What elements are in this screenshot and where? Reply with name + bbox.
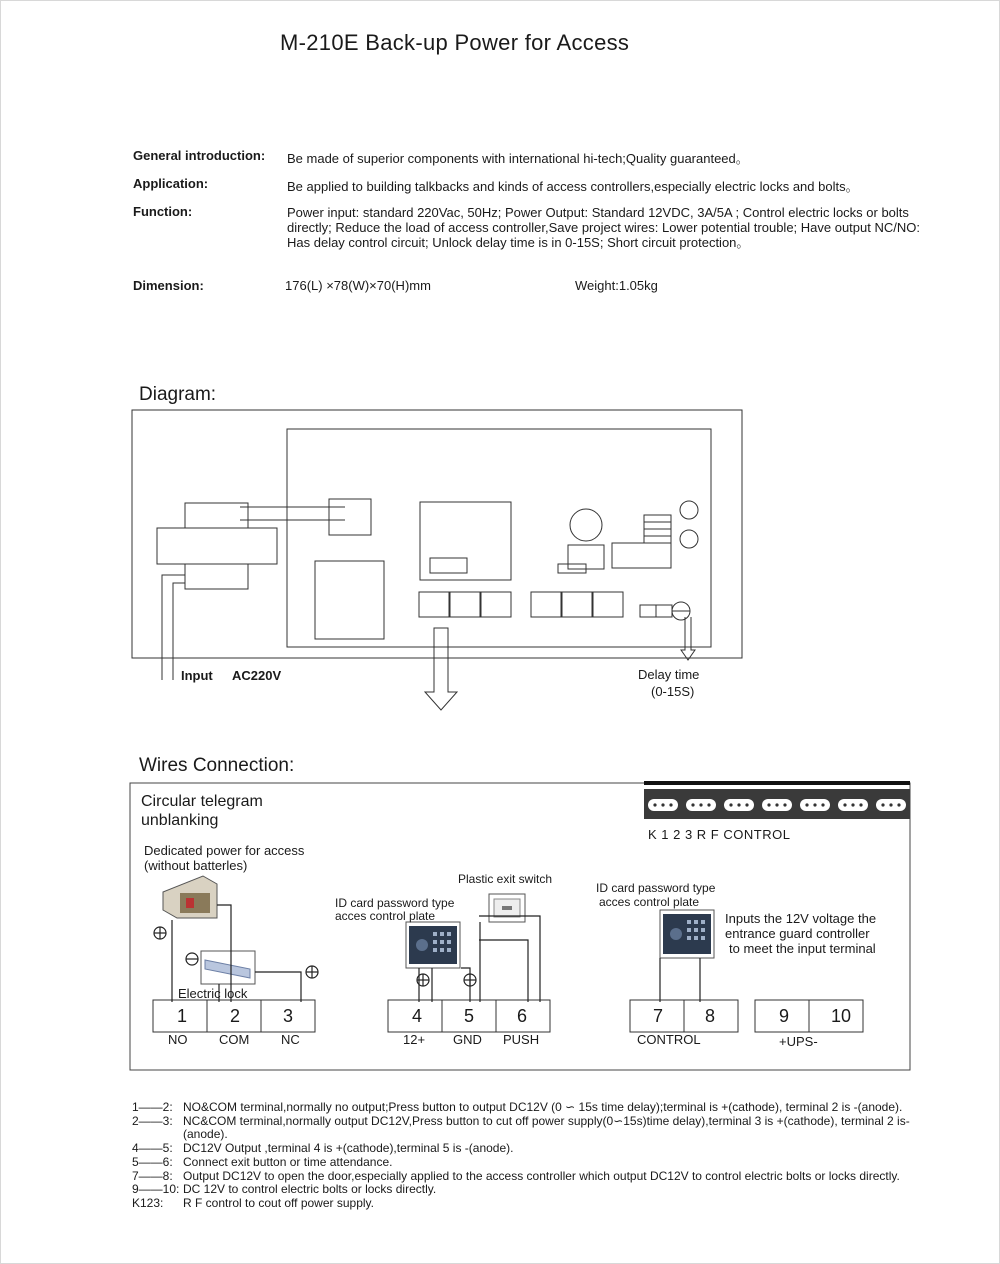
electric-lock-icon [201, 951, 255, 984]
transformer-bottom [185, 564, 248, 589]
id-card-1a: ID card password type [335, 896, 455, 910]
note-key: 4——5: [132, 1141, 173, 1156]
input-value: AC220V [232, 668, 282, 683]
power-supply-icon [163, 876, 217, 918]
circular-line1: Circular telegram [141, 793, 263, 810]
note-key: 2——3: [132, 1113, 173, 1128]
terminal-2: 2 [230, 1006, 241, 1026]
input-label: Input [181, 668, 213, 683]
capacitor-block [315, 561, 384, 639]
dimension-text: 176(L) ×78(W)×70(H)mm [285, 278, 431, 293]
ic-block [420, 502, 511, 580]
electric-lock-label: Electric lock [178, 986, 248, 1001]
note-row [132, 1170, 932, 1184]
note-row [132, 1115, 932, 1142]
note-key: 5——6: [132, 1154, 173, 1169]
label-12v: 12+ [403, 1032, 426, 1047]
id-card-2a: ID card password type [596, 881, 716, 895]
terminal-notes [132, 1101, 932, 1211]
pcb-board [287, 429, 711, 647]
note-text: DC12V Output ,terminal 4 is +(cathode),terminal 5 is -(anode). [183, 1141, 514, 1156]
label-nc: NC [281, 1032, 300, 1047]
label-control: CONTROL [637, 1032, 701, 1047]
label-push: PUSH [503, 1032, 540, 1047]
note-text: DC 12V to control electric bolts or locks directly. [183, 1182, 437, 1197]
plastic-exit-label: Plastic exit switch [458, 872, 553, 886]
dedicated-line2: (without batterles) [144, 858, 248, 873]
delay-range: (0-15S) [651, 684, 695, 699]
dedicated-line1: Dedicated power for access [144, 843, 305, 858]
note-row [132, 1101, 932, 1115]
note-row [132, 1183, 932, 1197]
note-row [132, 1142, 932, 1156]
keypad-icon-2 [660, 910, 714, 958]
terminal-7: 7 [653, 1006, 664, 1026]
label-ups: +UPS- [779, 1034, 818, 1049]
exit-switch-icon [489, 894, 525, 922]
application-label: Application: [133, 176, 209, 191]
note-row [132, 1197, 932, 1211]
weight-text: Weight:1.05kg [575, 278, 658, 293]
terminal-8: 8 [705, 1006, 716, 1026]
note-text: NO&COM terminal,normally no output;Press button to output DC12V (0 ∽ 15s time delay);terminal is +(cathode), terminal 2 is -(anode). [183, 1100, 903, 1114]
output-arrow [425, 628, 457, 710]
terminal-3: 3 [283, 1006, 294, 1026]
wires-heading: Wires Connection: [139, 755, 295, 776]
function-label: Function: [133, 204, 193, 219]
id-card-2b: acces control plate [599, 895, 700, 909]
note-row [132, 1156, 932, 1170]
terminal-4: 4 [412, 1006, 423, 1026]
note-text: Connect exit button or time attendance. [183, 1154, 393, 1169]
circular-line2: unblanking [141, 812, 219, 829]
terminal-6: 6 [517, 1006, 528, 1026]
terminal-1: 1 [177, 1006, 188, 1026]
note-text: R F control to cout off power supply. [183, 1195, 374, 1210]
terminal-5: 5 [464, 1006, 475, 1026]
label-gnd: GND [453, 1032, 482, 1047]
note-key: K123: [132, 1195, 164, 1210]
note-key: 9——10: [132, 1182, 180, 1197]
connector-block [329, 499, 371, 535]
inputs-line1: Inputs the 12V voltage the [725, 911, 877, 926]
housing-outline [132, 410, 742, 658]
note-text: Output DC12V to open the door,especially applied to the access controller which output DC12V to control electric bolts or locks directly. [183, 1168, 900, 1183]
transformer-core [157, 528, 277, 564]
diagram-heading: Diagram: [139, 384, 217, 405]
terminal-9: 9 [779, 1006, 790, 1026]
dimension-label: Dimension: [133, 278, 204, 293]
note-key: 7——8: [132, 1168, 173, 1183]
terminal-10: 10 [831, 1006, 852, 1026]
label-com: COM [219, 1032, 250, 1047]
keypad-icon-1 [406, 922, 460, 968]
k-control-label: K 1 2 3 R F CONTROL [648, 827, 791, 842]
note-key: 1——2: [132, 1100, 173, 1114]
transformer-top [185, 503, 248, 528]
label-no: NO [168, 1032, 188, 1047]
function-text: Power input: standard 220Vac, 50Hz; Power Output: Standard 12VDC, 3A/5A ; Control electric locks or bolts directly; Reduce the load of access controller,Save project wires: Lower potential trouble; Have output NC/NO: Has delay control circuit; Unlock delay time is in 0-15S; Short circuit protection。 [287, 205, 920, 250]
delay-label: Delay time [638, 667, 700, 682]
note-text: NC&COM terminal,normally output DC12V,Press button to cut off power supply(0∽15s)time delay),terminal 3 is +(cathode), terminal 2 is-(anode). [183, 1113, 910, 1142]
application-text: Be applied to building talkbacks and kinds of access controllers,especially electric locks and bolts。 [287, 179, 859, 194]
id-card-1b: acces control plate [335, 909, 436, 923]
general-intro-label: General introduction: [133, 148, 266, 163]
inputs-line3: to meet the input terminal [729, 941, 876, 956]
general-intro-text: Be made of superior components with international hi-tech;Quality guaranteed。 [287, 151, 749, 166]
page-title: M-210E Back-up Power for Access [280, 30, 630, 55]
inputs-line2: entrance guard controller [725, 926, 870, 941]
